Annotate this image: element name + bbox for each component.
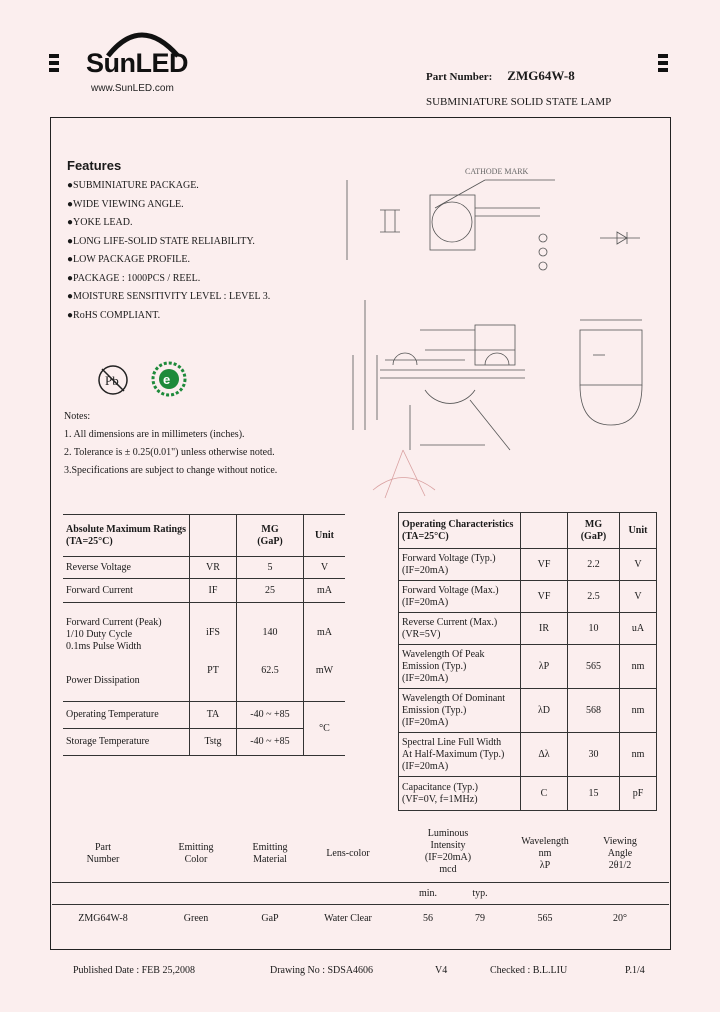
part-number-value: ZMG64W-8: [507, 68, 575, 83]
brand-name: SunLED: [86, 48, 188, 78]
sel-header-part: Part Number: [86, 842, 120, 865]
sel-header-material: Emitting Material: [252, 842, 288, 865]
svg-text:e: e: [163, 372, 171, 387]
op-value: 568: [568, 689, 620, 733]
part-number-label: Part Number:: [426, 71, 493, 83]
abs-col-unit: Unit: [304, 515, 346, 557]
abs-symbol: TA: [190, 702, 237, 729]
op-value: 2.5: [568, 581, 620, 613]
op-col-unit: Unit: [620, 513, 657, 549]
op-unit: V: [620, 581, 657, 613]
op-unit: nm: [620, 645, 657, 689]
selection-guide: [52, 826, 669, 936]
op-symbol: λP: [521, 645, 568, 689]
feature-item: ●SUBMINIATURE PACKAGE.: [67, 180, 199, 191]
svg-text:Pb: Pb: [105, 373, 119, 388]
op-value: 10: [568, 613, 620, 645]
abs-symbol: Tstg: [190, 729, 237, 756]
sel-header-typ: typ.: [472, 888, 488, 899]
op-symbol: IR: [521, 613, 568, 645]
sel-header-color: Emitting Color: [178, 842, 214, 865]
op-param: Wavelength Of Peak Emission (Typ.) (IF=20mA): [399, 645, 521, 689]
features-title: Features: [67, 158, 122, 173]
op-param: Capacitance (Typ.) (VF=0V, f=1MHz): [399, 777, 521, 811]
abs-unit: mA: [304, 579, 346, 603]
rohs-green-icon: [150, 360, 188, 398]
op-symbol: VF: [521, 581, 568, 613]
abs-unit: °C: [304, 702, 346, 756]
cathode-mark-label: CATHODE MARK: [465, 167, 529, 176]
abs-param: Storage Temperature: [63, 729, 190, 756]
abs-unit: mA mW: [304, 603, 346, 702]
abs-unit: V: [304, 557, 346, 579]
sel-header-wavelength: Wavelength nm λP: [521, 836, 569, 871]
feature-item: ●MOISTURE SENSITIVITY LEVEL : LEVEL 3.: [67, 291, 271, 302]
op-param: Forward Voltage (Typ.) (IF=20mA): [399, 549, 521, 581]
op-param: Forward Voltage (Max.) (IF=20mA): [399, 581, 521, 613]
sel-part: ZMG64W-8: [78, 913, 128, 924]
op-unit: uA: [620, 613, 657, 645]
brand-url: www.SunLED.com: [91, 83, 174, 94]
note-item: 1. All dimensions are in millimeters (inches).: [64, 429, 245, 440]
feature-item: ●RoHS COMPLIANT.: [67, 309, 161, 321]
sel-color: Green: [183, 913, 209, 924]
feature-item: ●PACKAGE : 1000PCS / REEL.: [67, 272, 201, 284]
sel-header-luminous: Luminous Intensity (IF=20mA) mcd: [424, 828, 472, 875]
absolute-max-ratings-table: [63, 514, 345, 756]
sel-header-angle: Viewing Angle 2θ1/2: [603, 836, 637, 871]
abs-value: 5: [237, 557, 304, 579]
abs-title-cell: Absolute Maximum Ratings (TA=25°C): [63, 515, 190, 557]
op-col-mg: MG (GaP): [568, 513, 620, 549]
op-unit: nm: [620, 733, 657, 777]
right-edge-marks: [658, 54, 668, 75]
sel-header-min: min.: [418, 888, 438, 899]
op-param: Spectral Line Full Width At Half-Maximum (Typ.) (IF=20mA): [399, 733, 521, 777]
abs-param: Operating Temperature: [63, 702, 190, 729]
part-number-row: [426, 68, 575, 84]
feature-item: ●WIDE VIEWING ANGLE.: [67, 198, 184, 210]
abs-param: Forward Current (Peak) 1/10 Duty Cycle 0.1ms Pulse Width Power Dissipation: [63, 603, 190, 702]
abs-param: Reverse Voltage: [63, 557, 190, 579]
sel-material: GaP: [261, 913, 279, 924]
note-item: 2. Tolerance is ± 0.25(0.01") unless otherwise noted.: [64, 447, 275, 458]
op-param: Reverse Current (Max.) (VR=5V): [399, 613, 521, 645]
op-value: 2.2: [568, 549, 620, 581]
op-value: 15: [568, 777, 620, 811]
feature-item: ●YOKE LEAD.: [67, 217, 133, 228]
op-symbol: VF: [521, 549, 568, 581]
pb-free-icon: [95, 362, 131, 398]
notes-title: Notes:: [64, 411, 91, 422]
abs-symbol: VR: [190, 557, 237, 579]
logo: [86, 20, 196, 80]
footer: [0, 965, 720, 979]
abs-symbol: IF: [190, 579, 237, 603]
abs-symbol: iFS PT: [190, 603, 237, 702]
op-unit: nm: [620, 689, 657, 733]
abs-param: Forward Current: [63, 579, 190, 603]
abs-value: 140 62.5: [237, 603, 304, 702]
checked-by: Checked : B.L.LIU: [490, 965, 568, 976]
op-value: 30: [568, 733, 620, 777]
page-number: P.1/4: [625, 965, 645, 976]
notes-section: [64, 408, 277, 480]
abs-value: -40 ~ +85: [237, 729, 304, 756]
op-unit: V: [620, 549, 657, 581]
published-date: Published Date : FEB 25,2008: [73, 965, 195, 976]
operating-characteristics-table: [398, 512, 657, 811]
sel-typ: 79: [475, 913, 485, 924]
op-param: Wavelength Of Dominant Emission (Typ.) (IF=20mA): [399, 689, 521, 733]
op-value: 565: [568, 645, 620, 689]
abs-value: 25: [237, 579, 304, 603]
sel-angle: 20°: [613, 913, 627, 924]
version: V4: [435, 965, 448, 976]
feature-item: ●LONG LIFE-SOLID STATE RELIABILITY.: [67, 235, 255, 247]
abs-value: -40 ~ +85: [237, 702, 304, 729]
sel-header-lens: Lens-color: [326, 848, 370, 859]
feature-item: ●LOW PACKAGE PROFILE.: [67, 254, 191, 265]
op-title-cell: Operating Characteristics (TA=25°C): [399, 513, 521, 549]
abs-col-mg: MG (GaP): [237, 515, 304, 557]
sel-wavelength: 565: [537, 913, 553, 924]
package-dimension-drawing: [325, 160, 660, 500]
part-subtitle: SUBMINIATURE SOLID STATE LAMP: [426, 96, 612, 108]
op-symbol: Δλ: [521, 733, 568, 777]
sel-min: 56: [423, 913, 433, 924]
drawing-number: Drawing No : SDSA4606: [270, 965, 374, 976]
sel-lens: Water Clear: [324, 913, 372, 924]
features-section: [67, 158, 347, 325]
op-symbol: C: [521, 777, 568, 811]
note-item: 3.Specifications are subject to change without notice.: [64, 465, 278, 476]
op-symbol: λD: [521, 689, 568, 733]
left-edge-marks: [49, 54, 59, 75]
op-unit: pF: [620, 777, 657, 811]
